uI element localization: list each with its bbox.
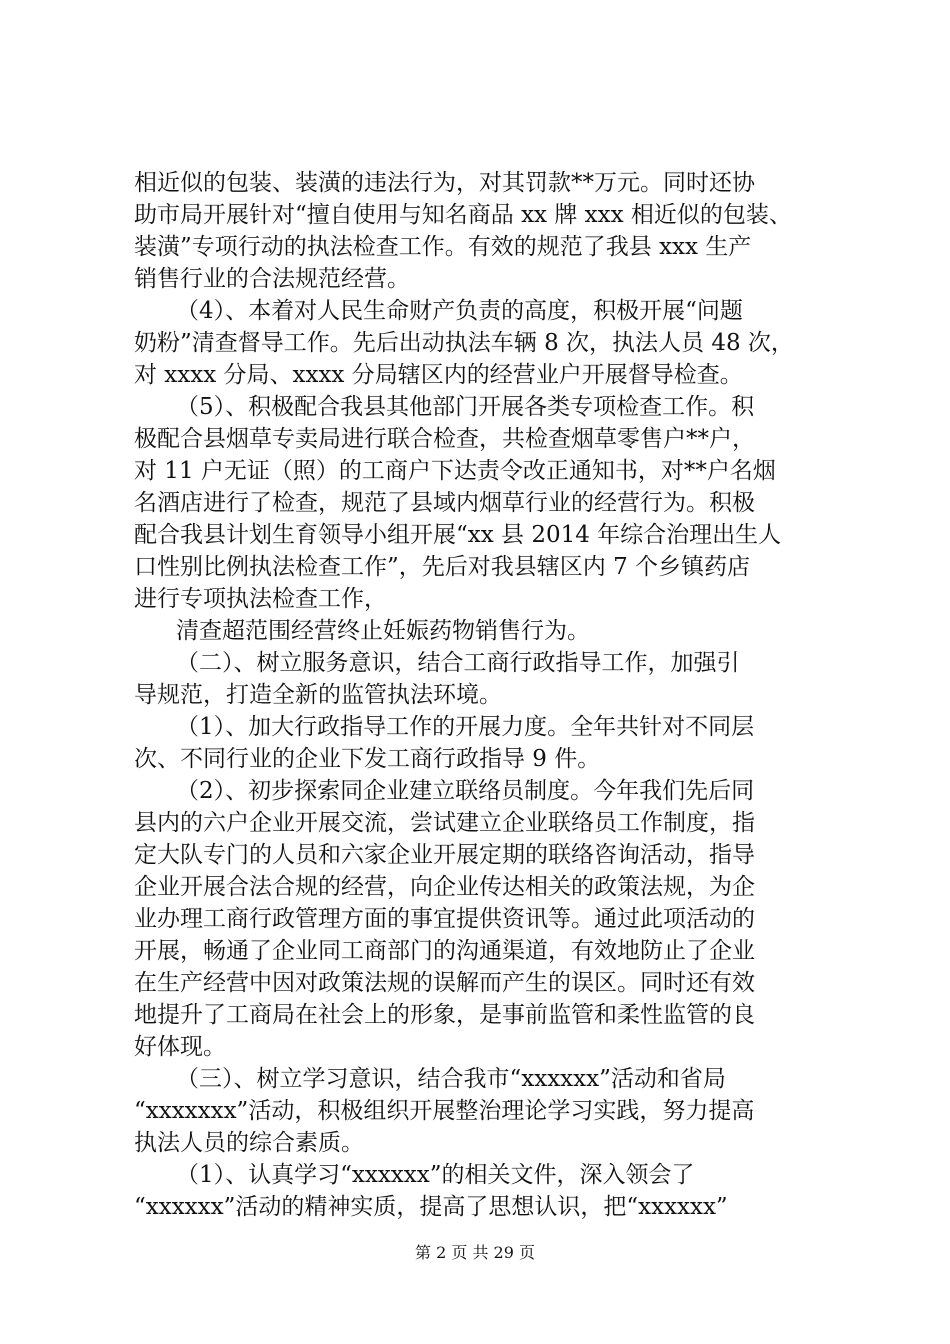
page-footer: 第 2 页 共 29 页 bbox=[415, 1243, 535, 1262]
text-line-2: 助市局开展针对“擅自使用与知名商品 xx 牌 xxx 相近似的包装、 bbox=[134, 202, 792, 228]
text-line-6: 奶粉”清查督导工作。先后出动执法车辆 8 次，执法人员 48 次， bbox=[134, 330, 794, 356]
text-line-30: “xxxxxxx”活动，积极组织开展整治理论学习实践，努力提高 bbox=[134, 1098, 755, 1124]
text-line-9: 极配合县烟草专卖局进行联合检查，共检查烟草零售户**户， bbox=[134, 426, 755, 452]
text-line-3: 装潢”专项行动的执法检查工作。有效的规范了我县 xxx 生产 bbox=[134, 234, 752, 260]
text-line-7: 对 xxxx 分局、xxxx 分局辖区内的经营业户开展督导检查。 bbox=[134, 362, 743, 388]
text-line-19: 次、不同行业的企业下发工商行政指导 9 件。 bbox=[134, 746, 601, 772]
text-line-32: （1）、认真学习“xxxxxx”的相关文件，深入领会了 bbox=[176, 1162, 695, 1188]
text-line-8: （5）、积极配合我县其他部门开展各类专项检查工作。积 bbox=[176, 394, 755, 420]
text-line-11: 名酒店进行了检查，规范了县域内烟草行业的经营行为。积极 bbox=[134, 490, 755, 516]
text-line-23: 企业开展合法合规的经营，向企业传达相关的政策法规，为企 bbox=[134, 874, 755, 900]
text-line-28: 好体现。 bbox=[134, 1034, 226, 1060]
text-line-16: （二）、树立服务意识，结合工商行政指导工作，加强引 bbox=[176, 650, 740, 676]
text-line-31: 执法人员的综合素质。 bbox=[134, 1130, 364, 1156]
text-line-13: 口性别比例执法检查工作”，先后对我县辖区内 7 个乡镇药店 bbox=[134, 554, 751, 580]
text-line-20: （2）、初步探索同企业建立联络员制度。今年我们先后同 bbox=[176, 778, 755, 804]
text-line-27: 地提升了工商局在社会上的形象，是事前监管和柔性监管的良 bbox=[134, 1002, 755, 1028]
text-line-15: 清查超范围经营终止妊娠药物销售行为。 bbox=[176, 618, 590, 644]
text-line-5: （4）、本着对人民生命财产负责的高度，积极开展“问题 bbox=[176, 298, 743, 324]
text-line-4: 销售行业的合法规范经营。 bbox=[134, 266, 410, 292]
text-line-12: 配合我县计划生育领导小组开展“xx 县 2014 年综合治理出生人 bbox=[134, 522, 782, 548]
text-line-25: 开展，畅通了企业同工商部门的沟通渠道，有效地防止了企业 bbox=[134, 938, 755, 964]
text-line-29: （三）、树立学习意识，结合我市“xxxxxx”活动和省局 bbox=[176, 1066, 726, 1092]
text-line-21: 县内的六户企业开展交流，尝试建立企业联络员工作制度，指 bbox=[134, 810, 755, 836]
text-line-1: 相近似的包装、装潢的违法行为，对其罚款**万元。同时还协 bbox=[134, 170, 755, 196]
text-line-26: 在生产经营中因对政策法规的误解而产生的误区。同时还有效 bbox=[134, 970, 755, 996]
text-line-14: 进行专项执法检查工作， bbox=[134, 586, 387, 612]
text-line-17: 导规范，打造全新的监管执法环境。 bbox=[134, 682, 502, 708]
text-line-22: 定大队专门的人员和六家企业开展定期的联络咨询活动，指导 bbox=[134, 842, 755, 868]
text-line-10: 对 11 户无证（照）的工商户下达责令改正通知书，对**户名烟 bbox=[134, 458, 776, 484]
text-line-18: （1）、加大行政指导工作的开展力度。全年共针对不同层 bbox=[176, 714, 755, 740]
text-line-24: 业办理工商行政管理方面的事宜提供资讯等。通过此项活动的 bbox=[134, 906, 755, 932]
text-line-33: “xxxxxx”活动的精神实质，提高了思想认识，把“xxxxxx” bbox=[134, 1194, 728, 1220]
